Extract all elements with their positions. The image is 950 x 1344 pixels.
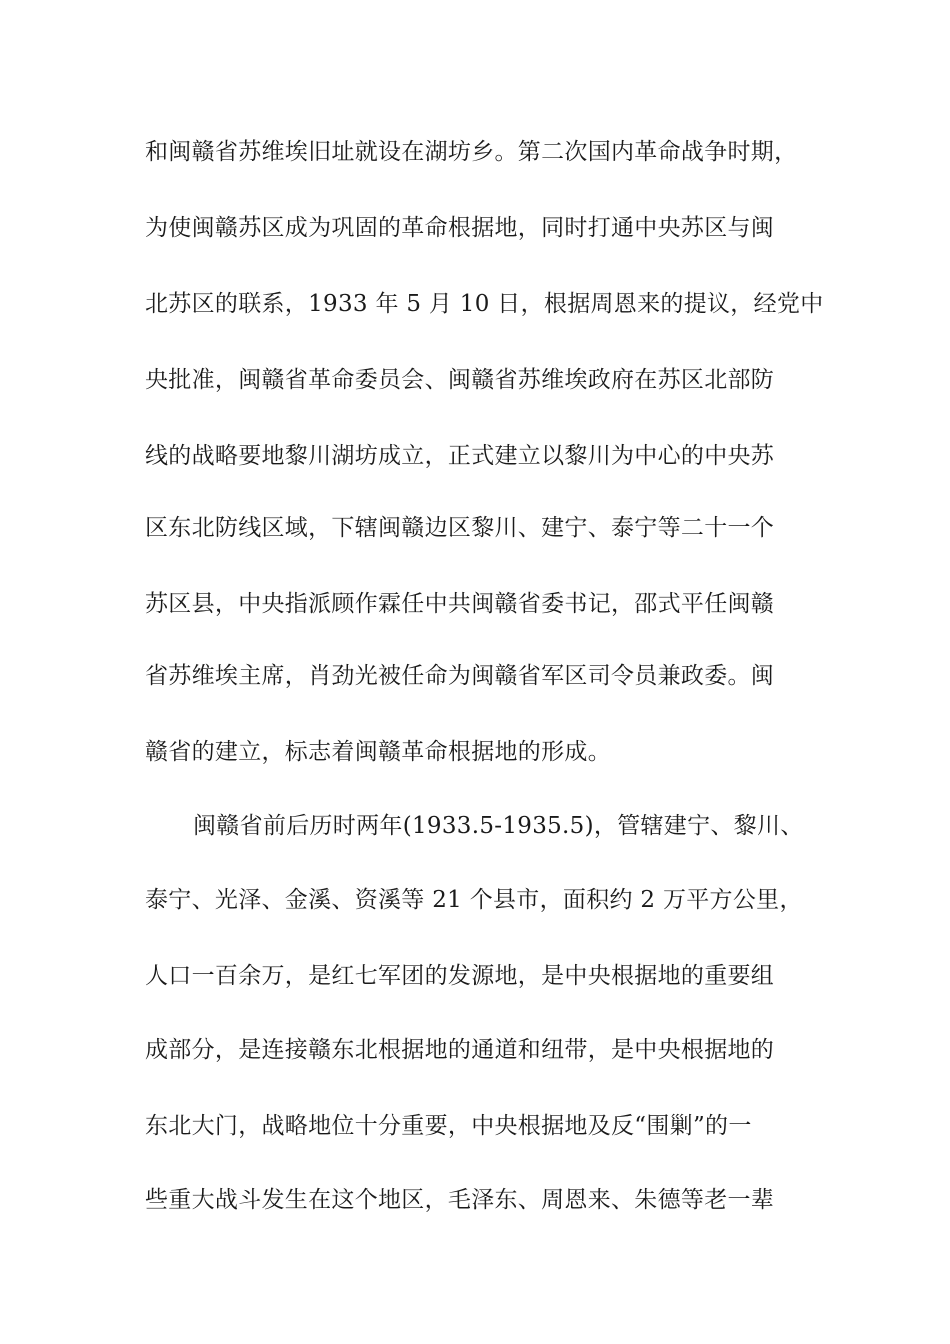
paragraph-1-line-8: 省苏维埃主席，肖劲光被任命为闽赣省军区司令员兼政委。闽 xyxy=(145,663,775,689)
paragraph-1-line-5: 线的战略要地黎川湖坊成立，正式建立以黎川为中心的中央苏 xyxy=(145,443,775,469)
paragraph-2-line-5: 东北大门，战略地位十分重要，中央根据地及反“围剿”的一 xyxy=(145,1113,752,1139)
paragraph-1-line-6: 区东北防线区域，下辖闽赣边区黎川、建宁、泰宁等二十一个 xyxy=(145,515,775,541)
paragraph-1-line-7: 苏区县，中央指派顾作霖任中共闽赣省委书记，邵式平任闽赣 xyxy=(145,591,775,617)
paragraph-2-line-2: 泰宁、光泽、金溪、资溪等 21 个县市，面积约 2 万平方公里， xyxy=(145,887,803,913)
paragraph-1-line-1: 和闽赣省苏维埃旧址就设在湖坊乡。第二次国内革命战争时期， xyxy=(145,139,798,165)
paragraph-1-line-2: 为使闽赣苏区成为巩固的革命根据地，同时打通中央苏区与闽 xyxy=(145,215,775,241)
paragraph-2-line-6: 些重大战斗发生在这个地区，毛泽东、周恩来、朱德等老一辈 xyxy=(145,1187,775,1213)
paragraph-1-line-3: 北苏区的联系，1933 年 5 月 10 日，根据周恩来的提议，经党中 xyxy=(145,291,824,317)
paragraph-1-line-9: 赣省的建立，标志着闽赣革命根据地的形成。 xyxy=(145,739,611,765)
paragraph-1-line-4: 央批准，闽赣省革命委员会、闽赣省苏维埃政府在苏区北部防 xyxy=(145,367,775,393)
paragraph-2-line-3: 人口一百余万，是红七军团的发源地，是中央根据地的重要组 xyxy=(145,963,775,989)
paragraph-2-line-1: 闽赣省前后历时两年(1933.5-1935.5)，管辖建宁、黎川、 xyxy=(193,813,804,839)
paragraph-2-line-4: 成部分，是连接赣东北根据地的通道和纽带，是中央根据地的 xyxy=(145,1037,775,1063)
